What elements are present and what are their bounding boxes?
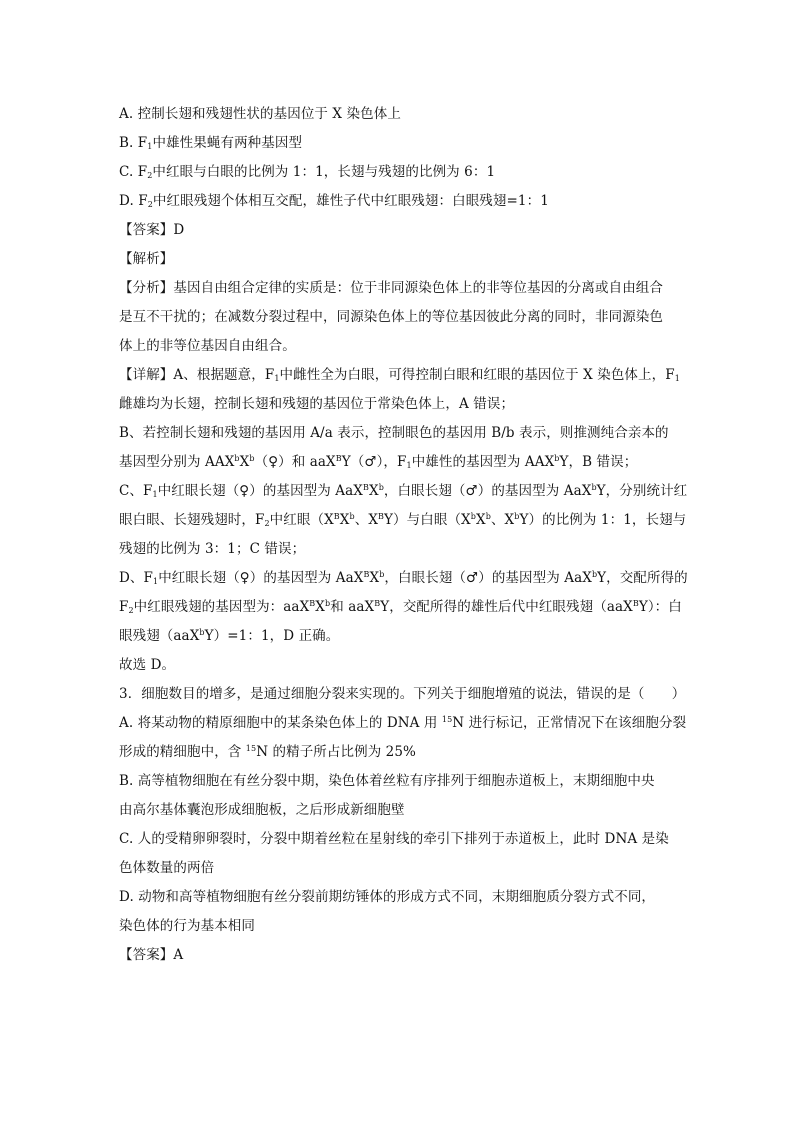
- q3-option-d-line-2: 染色体的行为基本相同: [119, 918, 255, 934]
- document-page: [119, 100, 688, 970]
- detail-a-line-1: 【详解】A、根据题意，$F_1$中雌性全为白眼，可得控制白眼和红眼的基因位于 X 染色体上，$F_1$: [119, 367, 680, 383]
- q3-option-b-line-1: B. 高等植物细胞在有丝分裂中期，染色体着丝粒有序排列于细胞赤道板上，末期细胞中央: [119, 773, 655, 789]
- option-b: B. $F_1$中雄性果蝇有两种基因型: [119, 135, 303, 151]
- detail-c-line-1: C、$F_1$中红眼长翅（♀）的基因型为 $AaX^BX^b$，白眼长翅（♂）的基因型为 AaX$^b$Y，分别统计红: [119, 483, 688, 499]
- conclusion: 故选 D。: [119, 657, 176, 673]
- question-3-stem: 3．细胞数目的增多，是通过细胞分裂来实现的。下列关于细胞增殖的说法，错误的是（ ）: [119, 686, 686, 702]
- analysis-label: 【解析】: [119, 251, 174, 267]
- fenxi-line-1: 【分析】基因自由组合定律的实质是：位于非同源染色体上的非等位基因的分离或自由组合: [119, 280, 664, 296]
- detail-b-line-1: B、若控制长翅和残翅的基因用 A/a 表示，控制眼色的基因用 B/b 表示，则推测纯合亲本的: [119, 425, 669, 441]
- q3-answer-line: [119, 941, 679, 970]
- answer-line: [119, 216, 679, 245]
- q3-option-c-line-2: 色体数量的两倍: [119, 860, 215, 876]
- option-d: D. $F_2$中红眼残翅个体相互交配，雄性子代中红眼残翅：白眼残翅=1：1: [119, 193, 549, 209]
- q3-answer-value: A: [173, 947, 184, 963]
- q3-option-a-line-1: A. 将某动物的精原细胞中的某条染色体上的 DNA 用 $^{15}$N 进行标记，正常情况下在该细胞分裂: [119, 715, 687, 731]
- option-c: C. $F_2$中红眼与白眼的比例为 1：1，长翅与残翅的比例为 6：1: [119, 164, 496, 180]
- fenxi-line-3: 体上的非等位基因自由组合。: [119, 338, 296, 354]
- detail-label: 【详解】: [119, 367, 174, 383]
- detail-d-line-1: D、$F_1$中红眼长翅（♀）的基因型为 $AaX^BX^b$，白眼长翅（♂）的基因型为 AaX$^b$Y，交配所得的: [119, 570, 688, 586]
- answer-value: D: [173, 222, 185, 238]
- fenxi-line-2: 是互不干扰的；在减数分裂过程中，同源染色体上的等位基因彼此分离的同时，非同源染色: [119, 309, 663, 325]
- detail-d-line-3: 眼残翅（aaX$^b$Y）=1：1，D 正确。: [119, 628, 340, 644]
- option-a: A. 控制长翅和残翅性状的基因位于 X 染色体上: [119, 106, 401, 122]
- detail-a-line-2: 雌雄均为长翅，控制长翅和残翅的基因位于常染色体上，A 错误；: [119, 396, 515, 412]
- fenxi-label: 【分析】: [119, 280, 174, 296]
- q3-option-a-line-2: 形成的精细胞中，含 $^{15}$N 的精子所占比例为 25%: [119, 744, 416, 760]
- q3-option-c-line-1: C. 人的受精卵卵裂时，分裂中期着丝粒在星射线的牵引下排列于赤道板上，此时 DNA 是染: [119, 831, 669, 847]
- q3-answer-label: 【答案】: [119, 947, 174, 963]
- detail-c-line-2: 眼白眼、长翅残翅时，$F_2$中红眼（$X^BX^b$、$X^BY$）与白眼（$X^bX^b$、$X^bY$）的比例为 1：1，长翅与: [119, 512, 687, 528]
- answer-label: 【答案】: [119, 222, 174, 238]
- detail-c-line-3: 残翅的比例为 3：1；C 错误；: [119, 541, 306, 557]
- detail-d-line-2: $F_2$中红眼残翅的基因型为：$aaX^BX^b$和 aaX$^B$Y，交配所得的雄性后代中红眼残翅（aaX$^B$Y）：白: [119, 599, 682, 615]
- q3-option-d-line-1: D. 动物和高等植物细胞有丝分裂前期纺锤体的形成方式不同，末期细胞质分裂方式不同，: [119, 889, 656, 905]
- q3-option-b-line-2: 由高尔基体囊泡形成细胞板，之后形成新细胞壁: [119, 802, 405, 818]
- detail-b-line-2: 基因型分别为 $AAX^bX^b(♀)$和 aaX$^B$Y（♂），$F_1$中雄性的基因型为 AAX$^b$Y，B 错误；: [119, 454, 638, 470]
